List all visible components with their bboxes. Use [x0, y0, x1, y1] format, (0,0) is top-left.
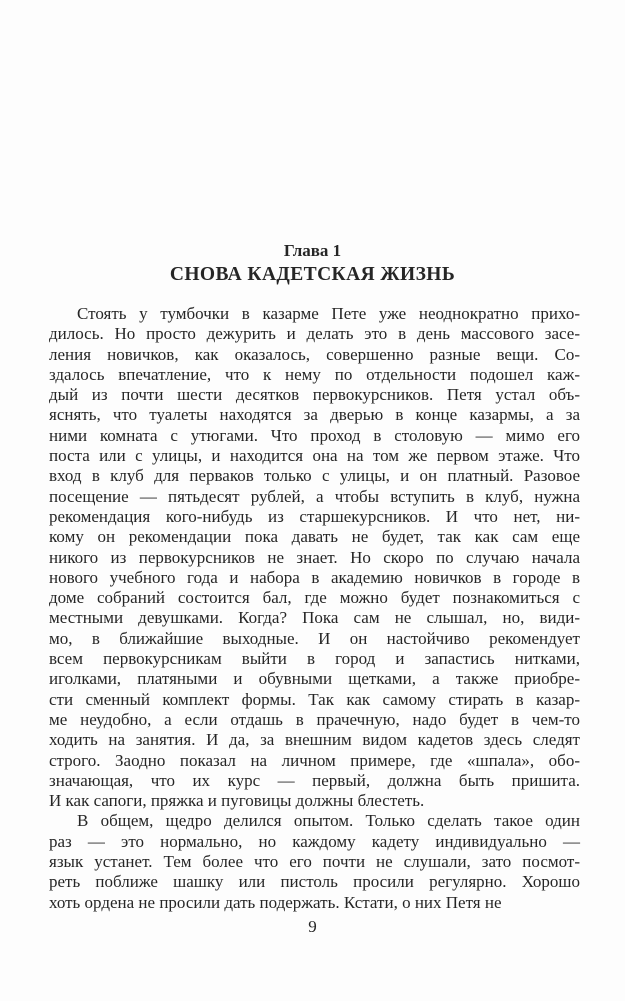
- text-line: поста или с улицы, и находится она на том же первом этаже. Что: [49, 446, 580, 466]
- text-line: дый из почти шести десятков первокурсников. Петя устал объ-: [49, 385, 580, 405]
- text-line: раз — это нормально, но каждому кадету индивидуально —: [49, 831, 580, 851]
- text-line: хоть ордена не просили дать подержать. Кстати, о них Петя не: [49, 892, 502, 912]
- text-line: посещение — пятьдесят рублей, а чтобы вступить в клуб, нужна: [49, 486, 580, 506]
- text-line: местными девушками. Когда? Пока сам не слышал, но, види-: [49, 608, 580, 628]
- text-line: рекомендация кого-нибудь из старшекурсников. И что нет, ни-: [49, 506, 580, 526]
- text-line: вход в клуб для перваков только с улицы, и он платный. Разовое: [49, 466, 580, 486]
- text-line: строго. Заодно показал на личном примере, где «шпала», обо-: [49, 750, 580, 770]
- text-line: Стоять у тумбочки в казарме Пете уже неоднократно прихо-: [77, 304, 580, 323]
- text-line: дилось. Но просто дежурить и делать это в день массового засе-: [49, 324, 580, 344]
- paragraph: [49, 811, 580, 912]
- text-line: ления новичков, как оказалось, совершенно разные вещи. Со-: [49, 344, 580, 364]
- text-line: кому он рекомендации пока давать не будет, так как сам еще: [49, 527, 580, 547]
- text-line: нового учебного года и набора в академию новичков в городе в: [49, 567, 580, 587]
- page-text: [49, 304, 580, 913]
- text-line: язык устанет. Тем более что его почти не слушали, зато посмот-: [49, 852, 580, 872]
- text-line: реть поближе шашку или пистоль просили регулярно. Хорошо: [49, 872, 580, 892]
- text-line: доме собраний состоится бал, где можно будет познакомиться с: [49, 588, 580, 608]
- chapter-title: СНОВА КАДЕТСКАЯ ЖИЗНЬ: [169, 264, 456, 285]
- paragraph: [49, 304, 580, 811]
- text-line: значающая, что их курс — первый, должна быть пришита.: [49, 770, 580, 790]
- text-line: иголками, платяными и обувными щетками, а также приобре-: [49, 669, 580, 689]
- text-line: ними комната с утюгами. Что проход в столовую — мимо его: [49, 425, 580, 445]
- text-line: И как сапоги, пряжка и пуговицы должны блестеть.: [49, 791, 425, 811]
- text-line: В общем, щедро делился опытом. Только сделать такое один: [77, 811, 580, 831]
- chapter-heading: [0, 239, 625, 287]
- text-line: мо, в ближайшие выходные. И он настойчиво рекомендует: [49, 628, 580, 648]
- text-line: ходить на занятия. И да, за внешним видом кадетов здесь следят: [49, 730, 580, 750]
- chapter-label: Глава 1: [283, 241, 342, 260]
- text-line: яснять, что туалеты находятся за дверью в конце казармы, а за: [49, 405, 580, 425]
- text-line: здалось впечатление, что к нему по отдельности подошел каж-: [49, 364, 580, 384]
- text-line: ме неудобно, а если отдашь в прачечную, надо будет в чем-то: [49, 709, 580, 729]
- text-line: никого из первокурсников не знает. Но скоро по случаю начала: [49, 547, 580, 567]
- page-number: 9: [308, 917, 317, 936]
- text-line: сти сменный комплект формы. Так как самому стирать в казар-: [49, 689, 580, 709]
- text-line: всем первокурсникам выйти в город и запастись нитками,: [49, 649, 580, 669]
